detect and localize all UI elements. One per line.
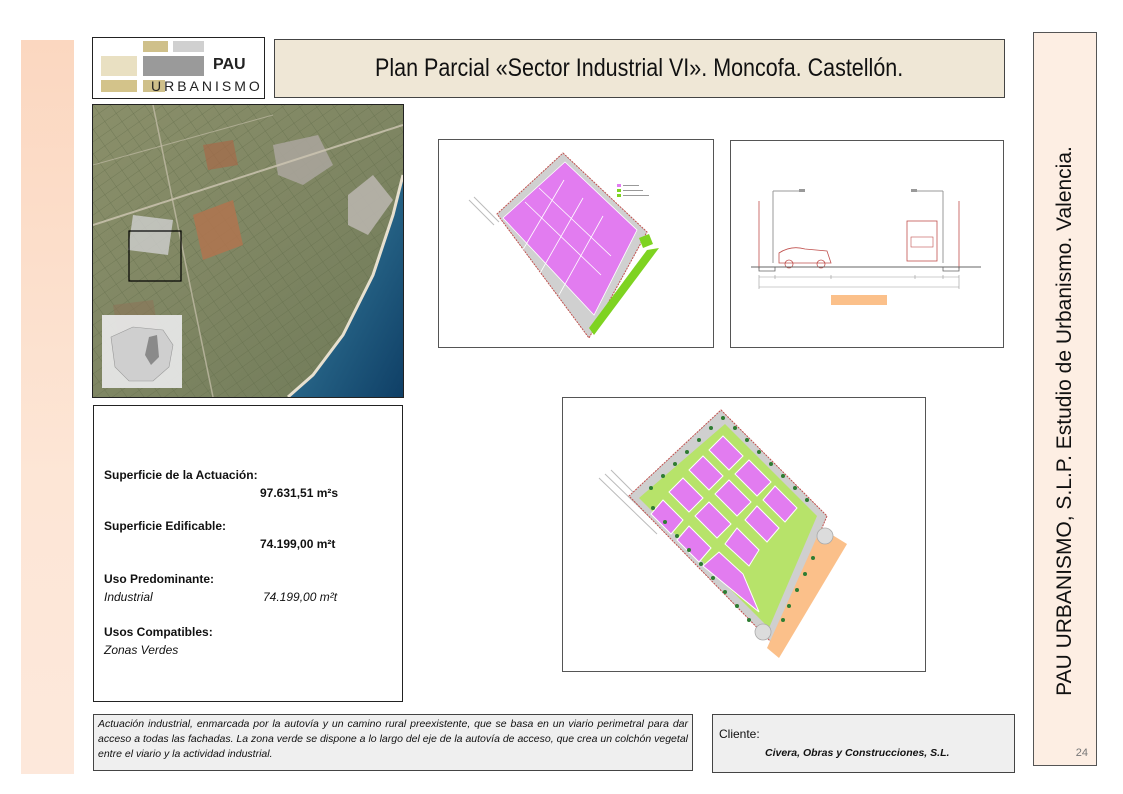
superficie-actuacion-value: 97.631,51 m²s bbox=[260, 486, 339, 500]
project-description-text: Actuación industrial, enmarcada por la autovía y un camino rural preexistente, que se basa en un viario perimetral para dar acceso a todas las fachadas. La zona verde se dispone a lo largo del eje de la autovía de acceso, que crea un colchón vegetal entre el viario y la actividad industrial. bbox=[98, 718, 688, 760]
uso-predominante-name: Industrial bbox=[104, 590, 153, 604]
superficie-edificable-label: Superficie Edificable: bbox=[104, 519, 227, 533]
aerial-photo bbox=[93, 105, 403, 397]
client-label: Cliente: bbox=[719, 727, 760, 741]
zoning-plan-svg bbox=[439, 140, 713, 347]
project-description-box bbox=[93, 714, 693, 771]
superficie-edificable-value: 74.199,00 m²t bbox=[260, 537, 336, 551]
page-title: Plan Parcial «Sector Industrial VI». Moncofa. Castellón. bbox=[375, 54, 904, 82]
client-name: Civera, Obras y Construcciones, S.L. bbox=[765, 747, 950, 759]
aerial-location-map bbox=[92, 104, 404, 398]
superficie-actuacion-label: Superficie de la Actuación: bbox=[104, 468, 258, 482]
logo-word-pau: PAU bbox=[213, 56, 246, 73]
client-box bbox=[712, 714, 1015, 773]
logo-word-urbanismo: URBANISMO bbox=[151, 78, 263, 94]
page-number: 24 bbox=[1075, 747, 1088, 759]
road-section-svg bbox=[731, 141, 1003, 347]
pau-urbanismo-logo bbox=[92, 37, 265, 99]
vertical-company-title: PAU URBANISMO, S.L.P. Estudio de Urbanismo. Valencia. bbox=[1053, 146, 1076, 696]
right-side-panel bbox=[1033, 32, 1097, 766]
uso-predominante-value: 74.199,00 m²t bbox=[263, 590, 338, 604]
left-decorative-strip bbox=[21, 40, 74, 774]
layout-plan-svg bbox=[563, 398, 925, 671]
urban-layout-plan-drawing bbox=[562, 397, 926, 672]
usos-compatibles-value: Zonas Verdes bbox=[104, 643, 179, 657]
usos-compatibles-label: Usos Compatibles: bbox=[104, 625, 213, 639]
page-title-box bbox=[274, 39, 1005, 98]
zoning-plan-drawing bbox=[438, 139, 714, 348]
uso-predominante-label: Uso Predominante: bbox=[104, 572, 215, 586]
road-cross-section-drawing bbox=[730, 140, 1004, 348]
project-data-box bbox=[93, 405, 403, 702]
